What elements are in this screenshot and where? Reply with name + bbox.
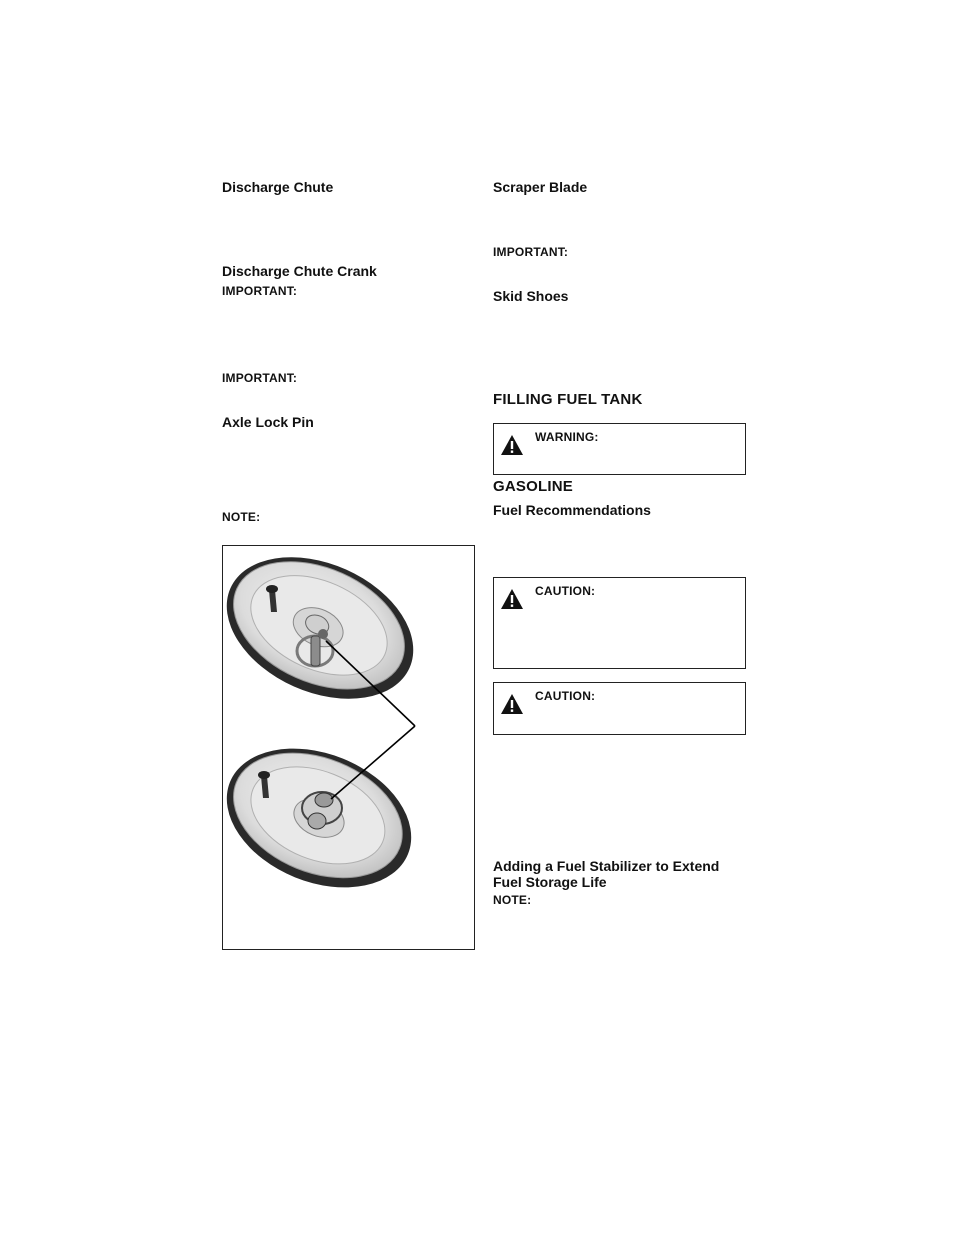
important-label: IMPORTANT: <box>222 371 298 385</box>
caution-label: CAUTION: <box>535 689 596 703</box>
warning-triangle-icon <box>500 693 524 715</box>
filling-fuel-tank-heading: FILLING FUEL TANK <box>493 391 643 408</box>
note-label: NOTE: <box>222 510 261 524</box>
caution-box <box>493 577 746 669</box>
discharge-chute-crank-heading: Discharge Chute Crank <box>222 263 377 279</box>
important-label: IMPORTANT: <box>493 245 569 259</box>
fuel-recommendations-heading: Fuel Recommendations <box>493 502 651 518</box>
caution-box <box>493 682 746 735</box>
important-label: IMPORTANT: <box>222 284 298 298</box>
gasoline-heading: GASOLINE <box>493 478 573 495</box>
skid-shoes-heading: Skid Shoes <box>493 288 569 304</box>
scraper-blade-heading: Scraper Blade <box>493 179 588 195</box>
caution-label: CAUTION: <box>535 584 596 598</box>
wheel-axle-lock-pin-illustration <box>223 546 475 950</box>
axle-lock-pin-heading: Axle Lock Pin <box>222 414 314 430</box>
note-label: NOTE: <box>493 893 532 907</box>
upper-wheel <box>223 546 436 726</box>
fuel-stabilizer-heading <box>493 858 719 890</box>
warning-triangle-icon <box>500 434 524 456</box>
axle-lock-pin-figure <box>222 545 475 950</box>
warning-box <box>493 423 746 475</box>
discharge-chute-heading: Discharge Chute <box>222 179 334 195</box>
warning-triangle-icon <box>500 588 524 610</box>
warning-label: WARNING: <box>535 430 599 444</box>
fuel-stabilizer-heading-line2: Fuel Storage Life <box>493 874 607 890</box>
fuel-stabilizer-heading-line1: Adding a Fuel Stabilizer to Extend <box>493 858 720 874</box>
